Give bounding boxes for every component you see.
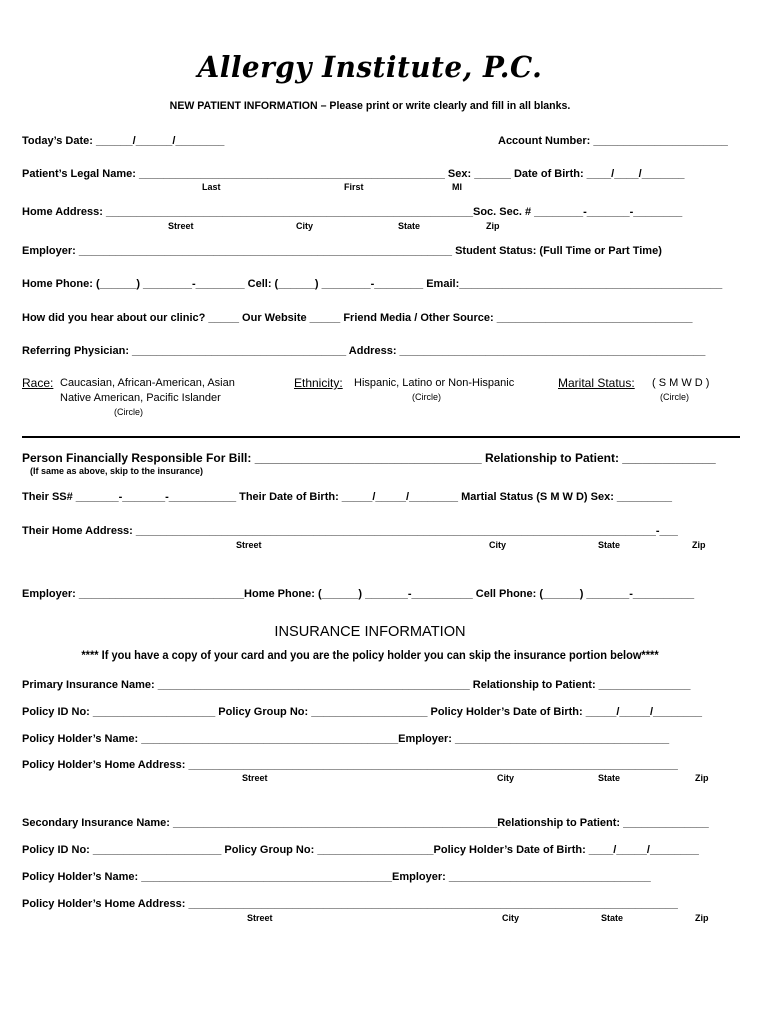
todays-date-field[interactable]: Today’s Date: ______/______/________ — [22, 135, 225, 147]
marital-status-options[interactable]: ( S M W D ) — [652, 377, 710, 389]
responsible-street-caption: Street — [236, 540, 262, 550]
insurance-skip-note: **** If you have a copy of your card and you are the policy holder you can skip the insurance portion below**** — [81, 650, 659, 662]
referral-source-field[interactable]: How did you hear about our clinic? _____ Our Website _____ Friend Media / Other Source: ________________________________ — [22, 312, 693, 324]
secondary-zip-caption: Zip — [695, 913, 709, 923]
address-zip-caption: Zip — [486, 221, 500, 231]
secondary-policy-id-field[interactable]: Policy ID No: _____________________ Policy Group No: ___________________Policy Holder’s Date of Birth: ____/_____/________ — [22, 844, 699, 856]
secondary-state-caption: State — [601, 913, 624, 923]
responsible-zip-caption: Zip — [692, 540, 706, 550]
name-last-caption: Last — [202, 182, 221, 192]
race-options-line2[interactable]: Native American, Pacific Islander — [60, 392, 221, 404]
responsible-home-address-field[interactable]: Their Home Address: _____________________________________________________________________________________-___ — [22, 525, 678, 537]
primary-policy-holder-name-field[interactable]: Policy Holder’s Name: __________________________________________Employer: ___________________________________ — [22, 733, 670, 745]
name-first-caption: First — [344, 182, 364, 192]
responsible-state-caption: State — [598, 540, 621, 550]
primary-state-caption: State — [598, 773, 621, 783]
secondary-policy-holder-address-field[interactable]: Policy Holder’s Home Address: ________________________________________________________________________________ — [22, 898, 678, 910]
address-street-caption: Street — [168, 221, 194, 231]
responsible-ss-dob-field[interactable]: Their SS# _______-_______-___________ Their Date of Birth: _____/_____/________ Martial Status (S M W D) Sex: _________ — [22, 491, 672, 503]
phones-email-field[interactable]: Home Phone: (______) ________-________ Cell: (______) ________-________ Email:___________________________________________ — [22, 278, 723, 290]
financially-responsible-field[interactable]: Person Financially Responsible For Bill: __________________________________ Relationship to Patient: ______________ — [22, 451, 716, 465]
primary-policy-id-field[interactable]: Policy ID No: ____________________ Policy Group No: ___________________ Policy Holder’s Date of Birth: _____/_____/________ — [22, 706, 702, 718]
patient-legal-name-field[interactable]: Patient’s Legal Name: __________________________________________________ Sex: ______ Date of Birth: ____/____/_______ — [22, 168, 685, 180]
form-subtitle: NEW PATIENT INFORMATION – Please print or write clearly and fill in all blanks. — [169, 100, 571, 112]
race-label: Race: — [22, 376, 54, 390]
insurance-heading: INSURANCE INFORMATION — [274, 623, 466, 640]
home-address-field[interactable]: Home Address: ____________________________________________________________Soc. Sec. # ________-_______-________ — [22, 206, 683, 218]
primary-policy-holder-address-field[interactable]: Policy Holder’s Home Address: ________________________________________________________________________________ — [22, 759, 678, 771]
responsible-employer-phones-field[interactable]: Employer: ___________________________Home Phone: (______) _______-__________ Cell Phone: (______) _______-__________ — [22, 588, 695, 600]
secondary-street-caption: Street — [247, 913, 273, 923]
ethnicity-circle-note: (Circle) — [412, 392, 441, 402]
address-state-caption: State — [398, 221, 421, 231]
primary-city-caption: City — [497, 773, 515, 783]
referring-physician-field[interactable]: Referring Physician: ___________________________________ Address: __________________________________________________ — [22, 345, 706, 357]
ethnicity-label: Ethnicity: — [294, 376, 343, 390]
marital-circle-note: (Circle) — [660, 392, 689, 402]
secondary-city-caption: City — [502, 913, 520, 923]
secondary-insurance-name-field[interactable]: Secondary Insurance Name: _____________________________________________________Relationship to Patient: ______________ — [22, 817, 709, 829]
section-divider — [22, 436, 740, 438]
address-city-caption: City — [296, 221, 314, 231]
primary-street-caption: Street — [242, 773, 268, 783]
race-circle-note: (Circle) — [114, 407, 143, 417]
race-options-line1[interactable]: Caucasian, African-American, Asian — [60, 377, 235, 389]
primary-insurance-name-field[interactable]: Primary Insurance Name: ___________________________________________________ Relationship to Patient: _______________ — [22, 679, 691, 691]
secondary-policy-holder-name-field[interactable]: Policy Holder’s Name: _________________________________________Employer: _________________________________ — [22, 871, 651, 883]
page-title: Allergy Institute, P.C. — [197, 50, 543, 84]
account-number-field[interactable]: Account Number: ______________________ — [498, 135, 728, 147]
ethnicity-options[interactable]: Hispanic, Latino or Non-Hispanic — [354, 377, 515, 389]
marital-status-label: Marital Status: — [558, 376, 635, 390]
skip-note: (If same as above, skip to the insurance) — [30, 466, 204, 476]
primary-zip-caption: Zip — [695, 773, 709, 783]
name-mi-caption: MI — [452, 182, 462, 192]
employer-student-status-field[interactable]: Employer: _____________________________________________________________ Student Status: (Full Time or Part Time) — [22, 245, 662, 257]
responsible-city-caption: City — [489, 540, 507, 550]
